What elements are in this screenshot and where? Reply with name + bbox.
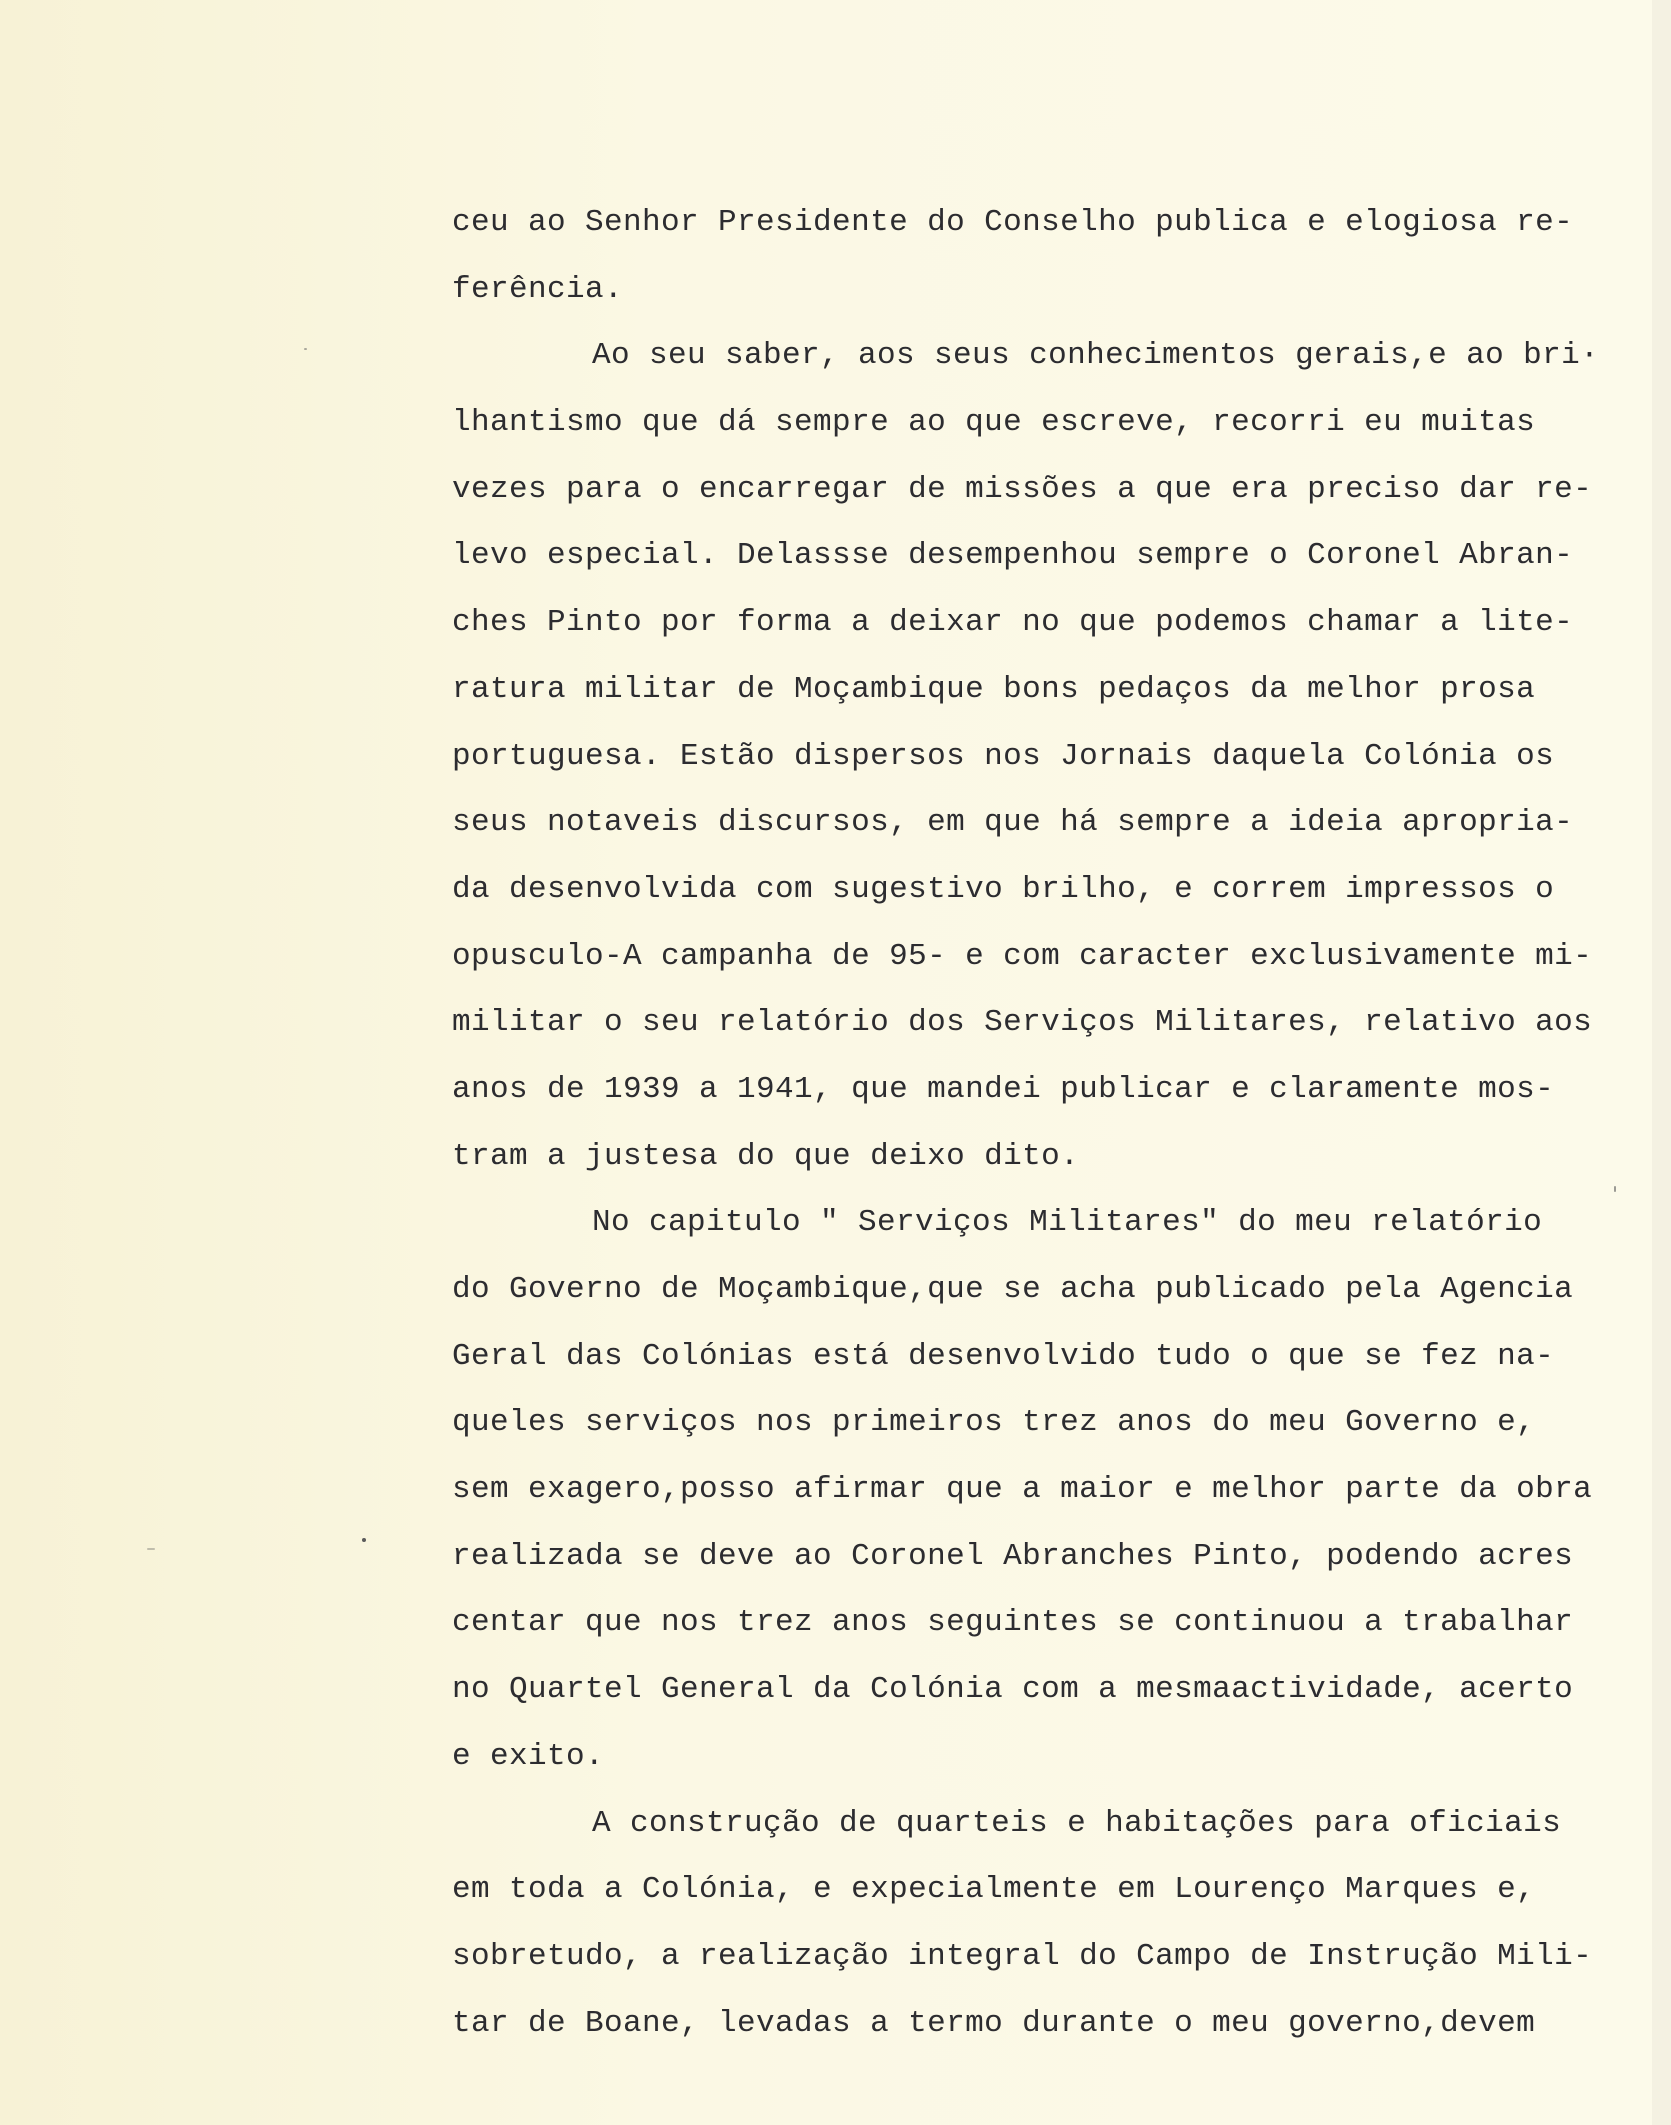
text-line: ches Pinto por forma a deixar no que podemos chamar a lite- [452,605,1574,641]
paragraph-start-line: Ao seu saber, aos seus conhecimentos gerais,e ao bri· [592,338,1600,374]
text-line: da desenvolvida com sugestivo brilho, e correm impressos o [452,871,1555,907]
text-line: realizada se deve ao Coronel Abranches Pinto, podendo acres [452,1538,1574,1574]
paper-speck [304,348,307,350]
paper-speck [362,1538,366,1542]
text-line: opusculo-A campanha de 95- e com caracter exclusivamente mi- [452,938,1593,974]
text-line: anos de 1939 a 1941, que mandei publicar e claramente mos- [452,1071,1555,1107]
text-line: tar de Boane, levadas a termo durante o meu governo,devem [452,2005,1536,2041]
text-line: militar o seu relatório dos Serviços Militares, relativo aos [452,1005,1593,1041]
typewritten-text-body [452,190,1664,2057]
text-line: em toda a Colónia, e expecialmente em Lourenço Marques e, [452,1872,1536,1908]
text-line: tram a justesa do que deixo dito. [452,1138,1080,1174]
paper-speck [147,1548,155,1550]
text-line: centar que nos trez anos seguintes se continuou a trabalhar [452,1605,1574,1641]
paragraph-start-line: A construção de quarteis e habitações para oficiais [592,1805,1562,1841]
text-line: sobretudo, a realização integral do Campo de Instrução Mili- [452,1938,1593,1974]
text-line: ceu ao Senhor Presidente do Conselho publica e elogiosa re- [452,205,1574,240]
text-line: ferência. [452,271,624,307]
text-line: Geral das Colónias está desenvolvido tudo o que se fez na- [452,1338,1555,1374]
text-line: sem exagero,posso afirmar que a maior e melhor parte da obra [452,1472,1593,1508]
text-line: lhantismo que dá sempre ao que escreve, recorri eu muitas [452,405,1536,441]
text-line: portuguesa. Estão dispersos nos Jornais daquela Colónia os [452,738,1555,774]
text-line: seus notaveis discursos, em que há sempre a ideia apropria- [452,805,1574,841]
text-line: no Quartel General da Colónia com a mesmaactividade, acerto [452,1672,1574,1708]
text-line: levo especial. Delassse desempenhou sempre o Coronel Abran- [452,538,1574,574]
text-line: do Governo de Moçambique,que se acha publicado pela Agencia [452,1272,1574,1307]
text-line: e exito. [452,1738,605,1774]
text-line: queles serviços nos primeiros trez anos do meu Governo e, [452,1405,1536,1441]
text-line: ratura militar de Moçambique bons pedaços da melhor prosa [452,671,1536,707]
paragraph-start-line: No capitulo " Serviços Militares" do meu relatório [592,1205,1543,1241]
text-line: vezes para o encarregar de missões a que era preciso dar re- [452,471,1593,507]
